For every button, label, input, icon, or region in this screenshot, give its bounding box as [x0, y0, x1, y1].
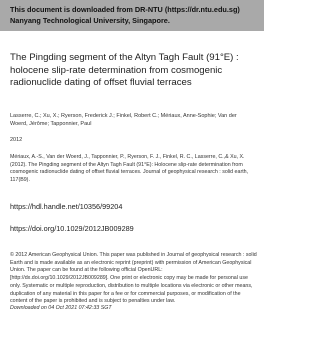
citation-text: Mériaux, A.‑S., Van der Woerd, J., Tapponnier, P., Ryerson, F. J., Finkel, R. C., Lasserre, C.,& Xu, X. (2012). The Pingding segment of the Altyn Tagh Fault (91°E): Holocene slip‑rate determination from cosmogenic radionuclide dating of offset fluvial terraces. Journal of geophysical research : solid earth, 117(B9).: [10, 154, 249, 184]
download-notice-line-2: Nanyang Technological University, Singapore.: [10, 16, 170, 25]
publication-year: 2012: [10, 137, 23, 143]
doi-link[interactable]: https://doi.org/10.1029/2012JB009289: [10, 224, 134, 233]
download-timestamp: Downloaded on 04 Oct 2021 07:42:33 SGT: [10, 305, 112, 311]
download-notice-line-1: This document is downloaded from DR‑NTU (https://dr.ntu.edu.sg): [10, 5, 240, 14]
copyright-notice: © 2012 American Geophysical Union. This paper was published in Journal of geophysical research : solid Earth and is made available as an electronic reprint (preprint) with permission of American Geophysical Union. The paper can be found at the following official OpenURL: [http://dx.doi.org/10.1029/2012JB009289]. One print or electronic copy may be made for personal use only. Systematic or multiple reproduction, distribution to multiple locations via electronic or other means, duplication of any material in this paper for a fee or for commercial purposes, or modification of the content of the paper is prohibited and is subject to penalties under law.: [10, 252, 257, 305]
paper-title: The Pingding segment of the Altyn Tagh Fault (91°E) : holocene slip‑rate determination from cosmogenic radionuclide dating of offset fluvial terraces: [10, 52, 239, 89]
handle-link[interactable]: https://hdl.handle.net/10356/99204: [10, 202, 123, 211]
download-notice-banner: [0, 0, 264, 31]
author-list: Lasserre, C.; Xu, X.; Ryerson, Frederick J.; Finkel, Robert C.; Mériaux, Anne‑Sophie; Van der Woerd, Jérôme; Tapponnier, Paul: [10, 113, 237, 128]
